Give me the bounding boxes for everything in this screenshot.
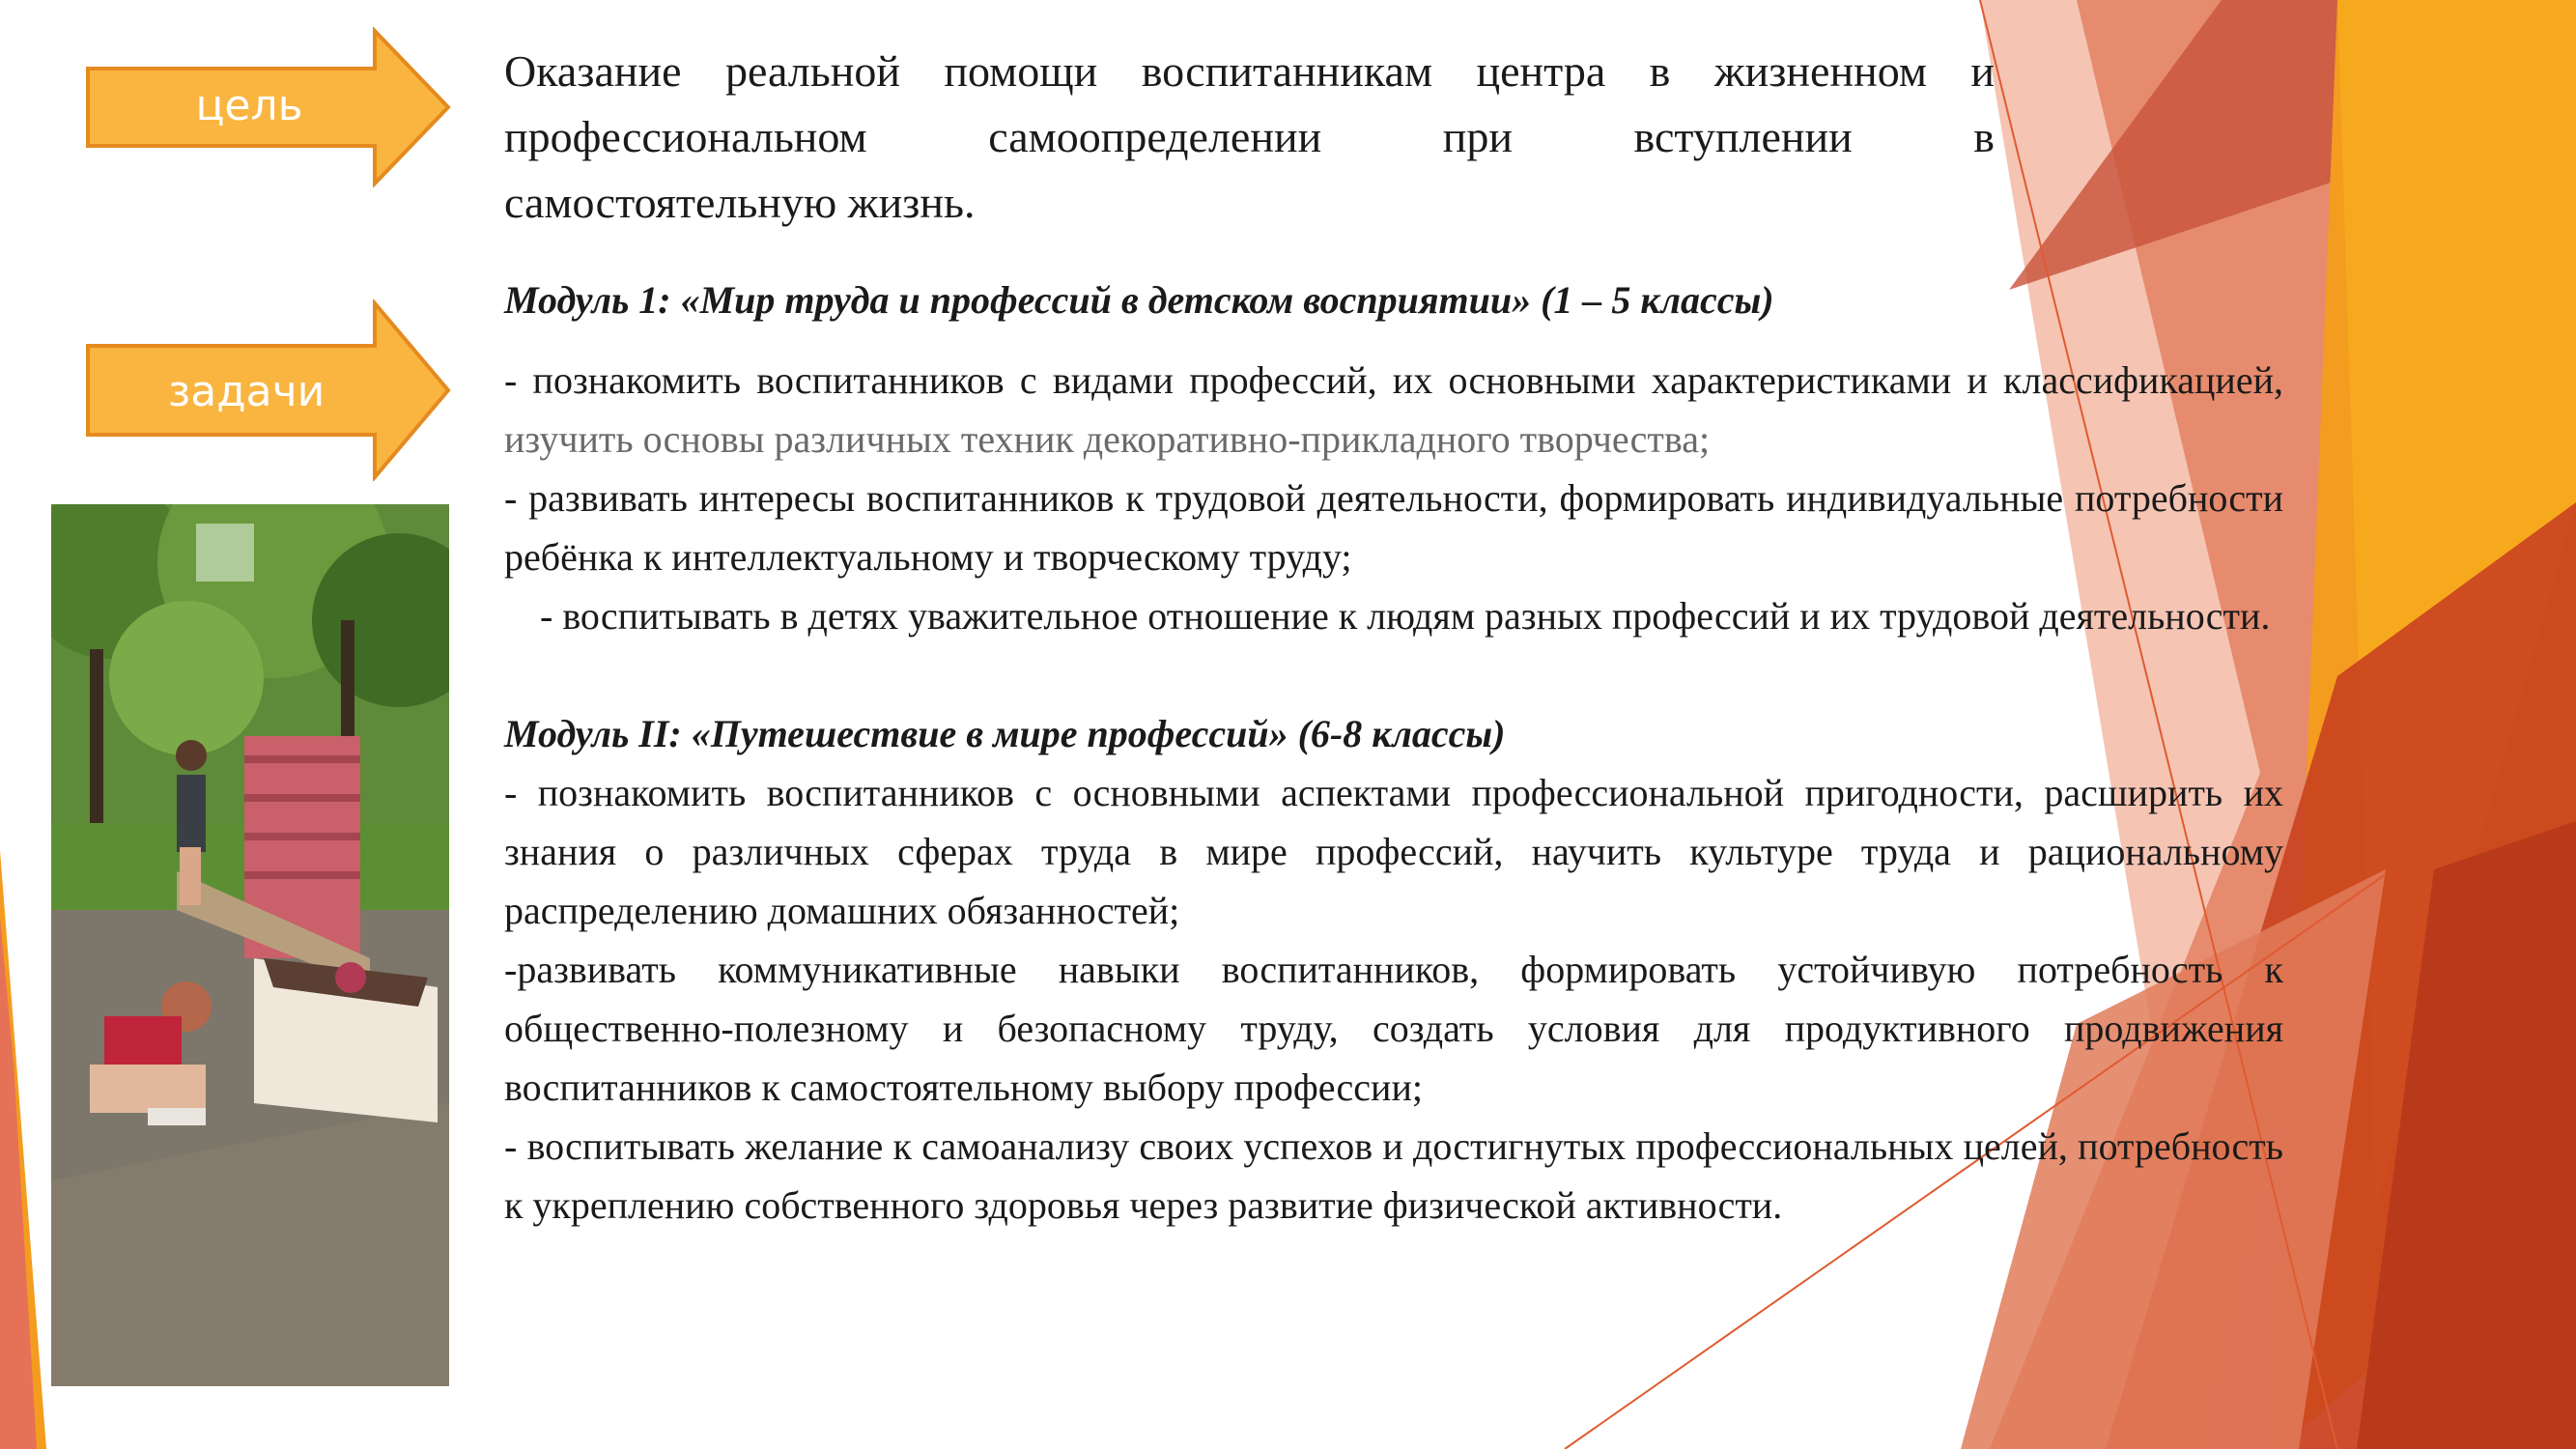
goal-label: цель — [195, 81, 303, 130]
module2-task-1: - познакомить воспитанников с основными аспектами профессиональной пригодности, расширить их знания о различных сферах труда в мире профессий, научить культуре труда и рациональному распределению домашних обязанностей; — [504, 771, 2283, 932]
garden-photo — [51, 504, 449, 1386]
module1-task-2: - развивать интересы воспитанников к трудовой деятельности, формировать индивидуальные потребности ребёнка к интеллектуальному и творческому труду; — [504, 476, 2283, 579]
module2-task-3: - воспитывать желание к самоанализу своих успехов и достигнутых профессиональных целей, потребность к укреплению собственного здоровья через развитие физической активности. — [504, 1124, 2283, 1227]
module1-task-1 — [504, 351, 2283, 469]
tasks-label: задачи — [167, 367, 326, 416]
module1-title: Модуль 1: «Мир труда и профессий в детском восприятии» (1 – 5 классы) — [504, 278, 1774, 322]
goal-text — [504, 39, 1995, 236]
goal-line-3: самостоятельную жизнь. — [504, 178, 976, 227]
module1-task-3: - воспитывать в детях уважительное отношение к людям разных профессий и их трудовой деятельности. — [540, 594, 2271, 638]
facet-left-salmon — [0, 918, 37, 1449]
module1-task-1-start: - познакомить воспитанников с видами профессий, их основными характеристиками и классификацией, — [504, 358, 2283, 402]
module1-task-1-gray: изучить основы различных техник декоративно-прикладного творчества; — [504, 417, 1711, 461]
module2-title: Модуль II: «Путешествие в мире профессий» (6-8 классы) — [504, 712, 1506, 755]
module2-task-2: -развивать коммуникативные навыки воспитанников, формировать устойчивую потребность к общественно-полезному и безопасному труду, создать условия для продуктивного продвижения воспитанников к самостоятельному выбору профессии; — [504, 948, 2283, 1109]
goal-line-2: профессиональном самоопределении при вступлении в — [504, 112, 1995, 161]
goal-line-1: Оказание реальной помощи воспитанникам центра в жизненном и — [504, 46, 1995, 96]
tasks-content — [504, 270, 2283, 1235]
